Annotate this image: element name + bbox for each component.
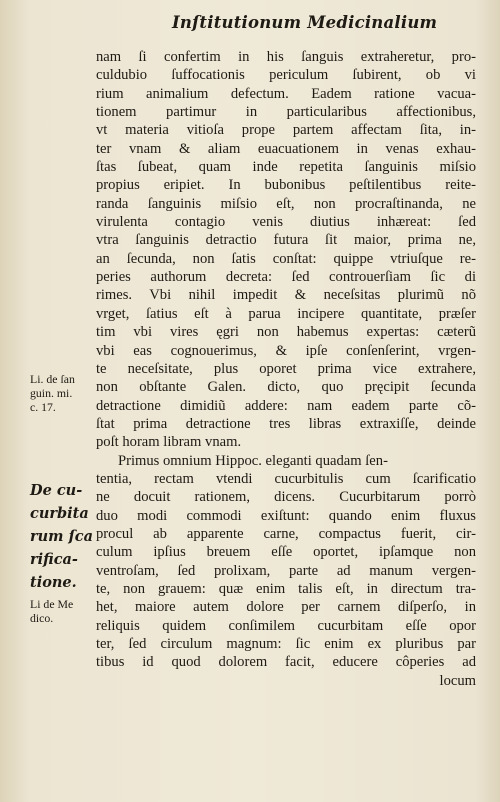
catchword: locum [439, 672, 476, 689]
text-line: rium animalium defectum. Eadem ratione vacua- [96, 85, 476, 102]
paragraph-first-line: Primus omnium Hippoc. eleganti quadam ſen- [118, 452, 388, 469]
text-line: vt materia vitioſa prope partem affectam ſita, in- [96, 122, 476, 139]
margin-citation-de-medico [30, 597, 96, 625]
text-line: ſtat prima detractione tres libras extraxiſſe, deinde [96, 415, 476, 432]
margin-title-line: rum ſca [30, 528, 94, 545]
margin-line: c. 17. [30, 400, 56, 414]
margin-title-line: tione. [30, 574, 77, 591]
text-line: ventroſam, ſed prolixam, parte ad manum vergen- [96, 562, 476, 579]
text-line: vbi eas cognouerimus, & ipſe conſenſerint, vrgen- [96, 342, 476, 359]
text-line: an ſecunda, non ſatis conſtat: quippe vtriuſque re- [96, 250, 476, 267]
margin-title-line: rifica- [30, 551, 78, 568]
text-line: ter, ſed circulum magnum: ſic enim ex pluribus par [96, 636, 476, 652]
text-line: virulenta contagio venis diutius inhæreat: ſed [96, 214, 476, 231]
margin-line: Li de Me [30, 597, 74, 611]
text-line: tionem partimur in particularibus affectionibus, [96, 104, 476, 121]
text-line: het, maiore autem dolore per carnem diſperſo, in [96, 599, 476, 616]
main-text-block [96, 48, 476, 690]
text-line: poſt horam libram vnam. [96, 434, 242, 451]
text-line: culum ipſius breuem eſſe oportet, ipſamque non [96, 544, 476, 561]
text-line: reliquis quidem conſimilem cucurbitam eſſe opor [96, 617, 476, 634]
text-line: te, non grauem: quæ enim talis eſt, in directum tra- [96, 580, 476, 597]
text-line: randa ſanguinis miſsio eſt, non procraſtinanda, ne [96, 195, 476, 212]
text-line: duo modi commodi exiſtunt: quando enim fluxus [96, 507, 476, 524]
text-line: vtra ſanguinis detractio futura ſit maior, prima ne, [96, 232, 476, 249]
text-line: rimes. Vbi nihil impedit & neceſsitas plurimũ nõ [96, 287, 476, 304]
margin-line: dico. [30, 611, 54, 625]
text-line: nam ſi confertim in his ſanguis extraheretur, pro- [96, 49, 476, 65]
margin-title-line: De cu- [30, 482, 83, 499]
text-line: ſtas ſubeat, quam inde repetita ſanguinis miſsio [96, 159, 476, 176]
text-line: ne docuit rationem, dicens. Cucurbitarum porrò [96, 489, 476, 506]
text-line: vrget, ſatius eſt à parua incipere quantitate, præſer [96, 305, 476, 322]
running-title: Inſtitutionum Medicinalium [172, 13, 438, 32]
text-line: propius eripiet. In bubonibus peſtilentibus reite- [96, 177, 476, 194]
text-line: culdubio ſuffocationis periculum ſubirent, ob vi [96, 67, 476, 84]
margin-line: Li. de ſan [30, 372, 75, 386]
text-line: tentia, rectam vtendi cucurbitulis cum ſcarificatio [96, 470, 476, 487]
margin-citation-de-sanguinis [30, 372, 96, 414]
margin-section-title [30, 479, 96, 594]
text-line: te neceſsitate, plus oporet prima vice extrahere, [96, 360, 476, 377]
text-line: ter vnam & aliam euacuationem in venas exhau- [96, 140, 476, 157]
text-line: detractione dimidiũ addere: nam eadem parte cõ- [96, 397, 476, 414]
text-line: peries authorum decreta: ſed controuerſiam ſic di [96, 269, 476, 286]
text-line: procul ab apparente carne, compactus fuerit, cir- [96, 525, 476, 542]
margin-line: guin. mi. [30, 386, 73, 400]
text-line: tibus id quod dolorem facit, educere côperies ad [96, 654, 476, 671]
text-line: non obſtante Galen. dicto, quo pręcipit ſecunda [96, 379, 476, 396]
margin-title-line: curbita [30, 505, 89, 522]
text-line: tim vbi vires ęgri non habemus expertas: cæterũ [96, 324, 476, 341]
